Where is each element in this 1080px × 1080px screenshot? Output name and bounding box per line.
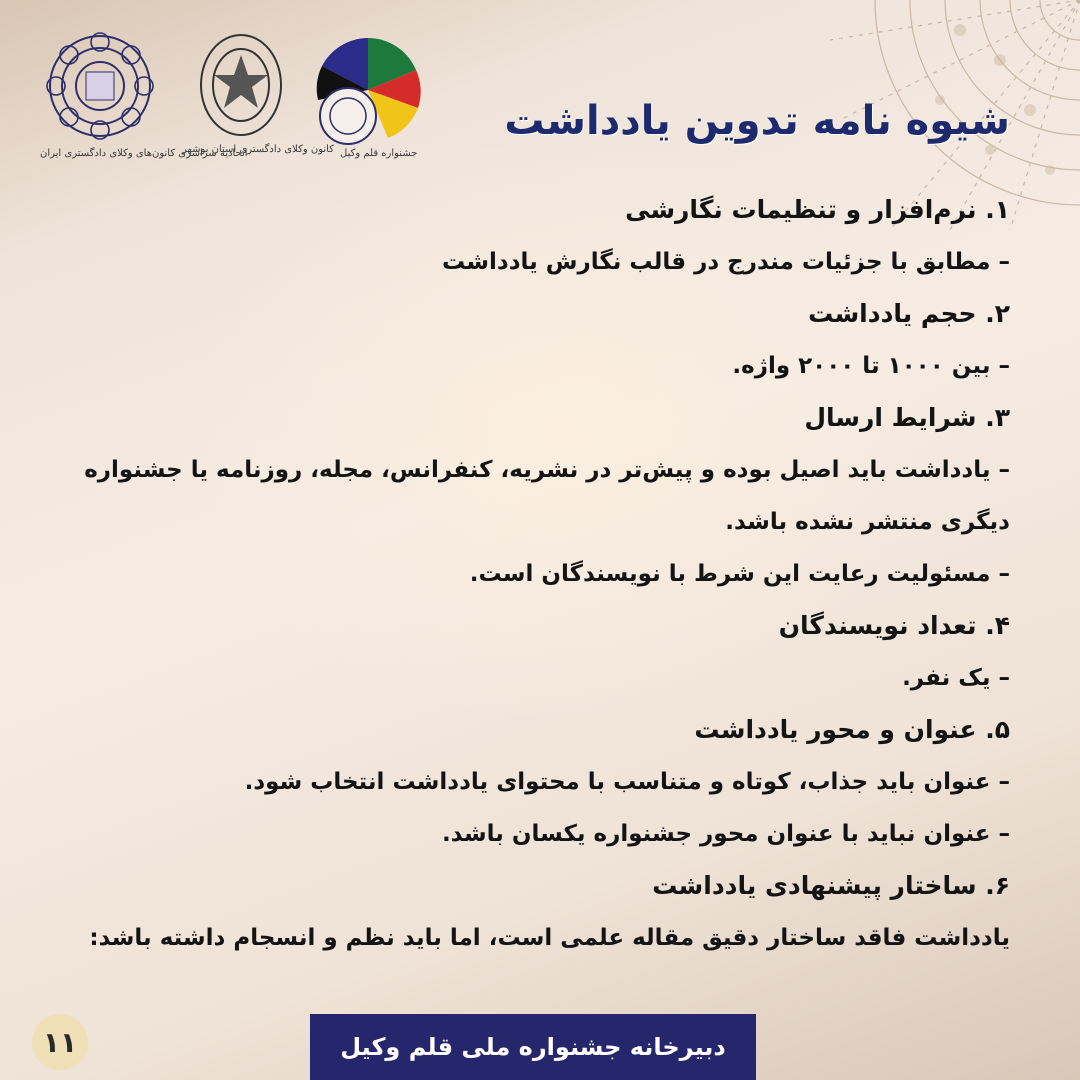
section-4 [80, 600, 1010, 704]
section-6 [80, 860, 1010, 964]
section-heading: ۳. شرایط ارسال [804, 403, 1010, 432]
bar-association-union-logo [44, 30, 156, 146]
section-line: – عنوان باید جذاب، کوتاه و متناسب با محتوای یادداشت انتخاب شود. [244, 769, 1010, 795]
section-line: – مسئولیت رعایت این شرط با نویسندگان است. [469, 561, 1010, 587]
section-line: – بین ۱۰۰۰ تا ۲۰۰۰ واژه. [732, 353, 1010, 379]
logo-caption-union: اتحادیه سراسری کانون‌های وکلای دادگستری ایران [40, 148, 248, 159]
logo-caption-bushehr: کانون وکلای دادگستری استان بوشهر [182, 144, 334, 155]
section-line: – یک نفر. [902, 665, 1010, 691]
section-line: یادداشت فاقد ساختار دقیق مقاله علمی است، اما باید نظم و انسجام داشته باشد: [89, 925, 1010, 951]
page-number-badge: ۱۱ [32, 1014, 88, 1070]
section-heading: ۶. ساختار پیشنهادی یادداشت [652, 871, 1010, 900]
logo-caption-festival: جشنواره قلم وکیل [340, 148, 418, 159]
guidelines-content [80, 184, 1010, 964]
section-line: – عنوان نباید با عنوان محور جشنواره یکسان باشد. [441, 821, 1010, 847]
section-heading: ۵. عنوان و محور یادداشت [694, 715, 1010, 744]
section-heading: ۴. تعداد نویسندگان [778, 611, 1010, 640]
page-title: شیوه نامه تدوین یادداشت [504, 98, 1010, 144]
section-1 [80, 184, 1010, 288]
footer-banner: دبیرخانه جشنواره ملی قلم وکیل [310, 1014, 756, 1080]
section-3 [80, 392, 1010, 600]
bushehr-bar-association-logo [196, 30, 286, 144]
section-line: – یادداشت باید اصیل بوده و پیش‌تر در نشریه، کنفرانس، مجله، روزنامه یا جشنواره دیگری منتشر نشده باشد. [84, 457, 1010, 535]
qalam-vakil-festival-logo [308, 30, 428, 154]
section-2 [80, 288, 1010, 392]
section-5 [80, 704, 1010, 860]
section-heading: ۱. نرم‌افزار و تنظیمات نگارشی [625, 195, 1010, 224]
section-line: – مطابق با جزئیات مندرج در قالب نگارش یادداشت [442, 249, 1010, 275]
section-heading: ۲. حجم یادداشت [808, 299, 1010, 328]
